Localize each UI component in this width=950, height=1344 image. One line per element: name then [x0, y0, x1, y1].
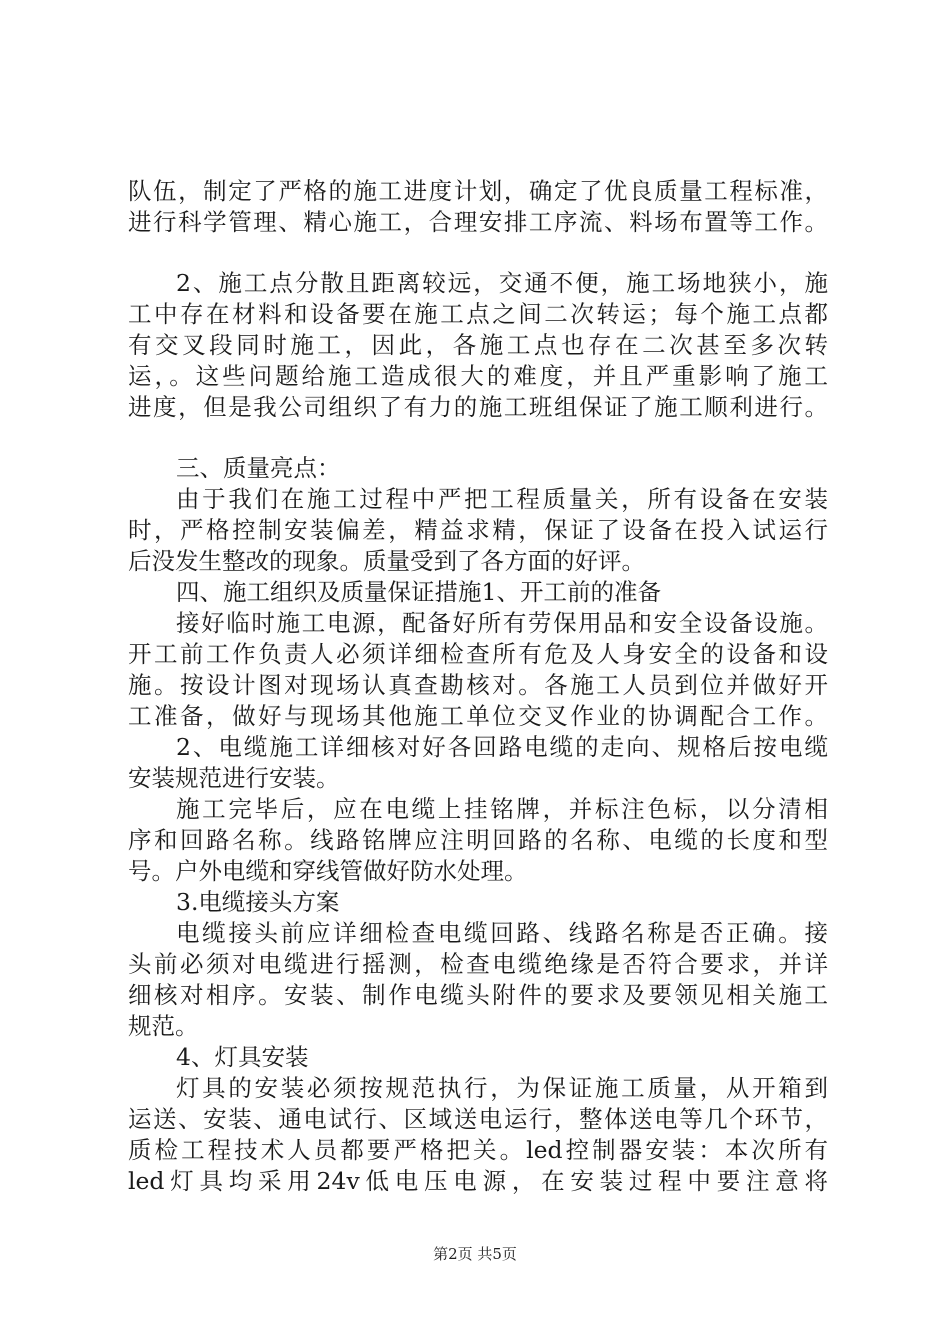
text-line: 时，严格控制安装偏差，精益求精，保证了设备在投入试运行 [128, 516, 828, 544]
text-line: 施工完毕后，应在电缆上挂铭牌，并标注色标，以分清相 [176, 795, 828, 823]
text-line: 规范。 [128, 1012, 199, 1040]
text-line: 头前必须对电缆进行摇测，检查电缆绝缘是否符合要求，并详 [128, 950, 828, 978]
text-line: 由于我们在施工过程中严把工程质量关，所有设备在安装 [176, 485, 828, 513]
text-line: 2、电缆施工详细核对好各回路电缆的走向、规格后按电缆 [176, 733, 828, 761]
text-line: 有交叉段同时施工，因此，各施工点也存在二次甚至多次转 [128, 331, 828, 359]
text-line: 队伍，制定了严格的施工进度计划，确定了优良质量工程标准， [128, 177, 828, 205]
section-heading: 三、质量亮点： [176, 454, 341, 482]
section-heading: 4、灯具安装 [176, 1043, 309, 1071]
text-line: 接好临时施工电源，配备好所有劳保用品和安全设备设施。 [176, 609, 828, 637]
section-heading: 3.电缆接头方案 [176, 888, 340, 916]
text-line: 进度，但是我公司组织了有力的施工班组保证了施工顺利进行。 [128, 393, 828, 421]
text-line: 细核对相序。安装、制作电缆头附件的要求及要领见相关施工 [128, 981, 828, 1009]
text-line: 电缆接头前应详细检查电缆回路、线路名称是否正确。接 [176, 919, 828, 947]
text-line: 后没发生整改的现象。质量受到了各方面的好评。 [128, 547, 645, 575]
text-line: 运送、安装、通电试行、区域送电运行，整体送电等几个环节， [128, 1105, 828, 1133]
page-number-footer: 第2页 共5页 [433, 1245, 517, 1263]
text-line: 安装规范进行安装。 [128, 764, 340, 792]
text-line: 号。户外电缆和穿线管做好防水处理。 [128, 857, 528, 885]
text-line: 运，。这些问题给施工造成很大的难度，并且严重影响了施工 [128, 362, 828, 390]
text-line: 质检工程技术人员都要严格把关。led控制器安装：本次所有 [128, 1136, 828, 1164]
text-line: 施。按设计图对现场认真查勘核对。各施工人员到位并做好开 [128, 671, 828, 699]
text-line: 工中存在材料和设备要在施工点之间二次转运；每个施工点都 [128, 300, 828, 328]
text-line: 灯具的安装必须按规范执行，为保证施工质量，从开箱到 [176, 1074, 828, 1102]
section-heading: 四、施工组织及质量保证措施1、开工前的准备 [176, 578, 661, 606]
text-line: 序和回路名称。线路铭牌应注明回路的名称、电缆的长度和型 [128, 826, 828, 854]
text-line: led灯具均采用24v低电压电源，在安装过程中要注意将 [128, 1167, 828, 1195]
text-line: 2、施工点分散且距离较远，交通不便，施工场地狭小，施 [176, 269, 828, 297]
text-line: 进行科学管理、精心施工，合理安排工序流、料场布置等工作。 [128, 208, 828, 236]
text-line: 工准备，做好与现场其他施工单位交叉作业的协调配合工作。 [128, 702, 828, 730]
text-line: 开工前工作负责人必须详细检查所有危及人身安全的设备和设 [128, 640, 828, 668]
